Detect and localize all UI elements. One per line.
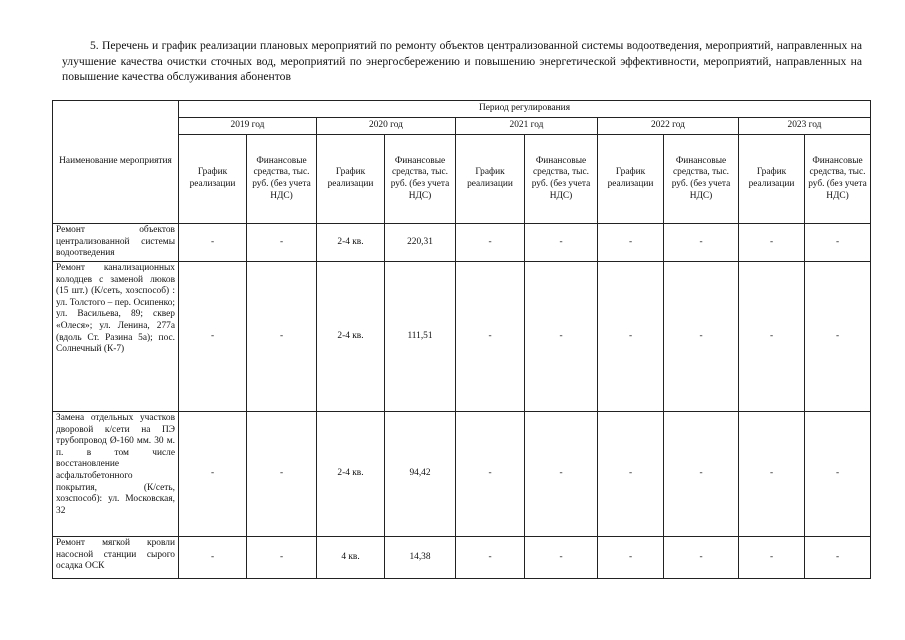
- measure-name: Замена отдельных участков дворовой к/сети на ПЭ трубопровод Ø-160 мм. 30 м. п. в том числе восстановление асфальтобетонного покрытия, (К/сеть, хозспособ): ул. Московская, 32: [53, 412, 179, 537]
- table-cell: -: [525, 412, 598, 537]
- plan-table: [52, 100, 871, 579]
- table-row: [53, 224, 871, 262]
- table-row: [53, 412, 871, 537]
- table-cell: 2-4 кв.: [317, 412, 385, 537]
- table-cell: -: [247, 537, 317, 579]
- table-cell: -: [598, 537, 664, 579]
- schedule-header: График реализации: [179, 135, 247, 224]
- measure-name: Ремонт объектов централизованной системы водоотведения: [53, 224, 179, 262]
- table-cell: -: [739, 537, 805, 579]
- finance-header: Финансовые средства, тыс. руб. (без учета НДС): [385, 135, 456, 224]
- finance-header: Финансовые средства, тыс. руб. (без учета НДС): [525, 135, 598, 224]
- year-header: 2019 год: [179, 118, 317, 135]
- year-header: 2022 год: [598, 118, 739, 135]
- measure-name: Ремонт канализационных колодцев с заменой люков (15 шт.) (К/сеть, хозспособ) : ул. Толстого – пер. Осипенко; ул. Васильева, 89; сквер «Олеся»; ул. Ленина, 277а (вдоль Ст. Разина 5а); пос. Солнечный (К-7): [53, 262, 179, 412]
- table-cell: -: [247, 224, 317, 262]
- year-header: 2023 год: [739, 118, 871, 135]
- table-cell: -: [805, 224, 871, 262]
- table-row: [53, 537, 871, 579]
- table-cell: -: [179, 262, 247, 412]
- table-cell: -: [456, 262, 525, 412]
- section-heading: 5. Перечень и график реализации плановых мероприятий по ремонту объектов централизованной системы водоотведения, мероприятий, направленных на улучшение качества очистки сточных вод, мероприятий по энергосбережению и повышению энергетической эффективности, мероприятий, направленных на повышение качества обслуживания абонентов: [62, 39, 862, 83]
- table-cell: -: [456, 412, 525, 537]
- table-cell: 4 кв.: [317, 537, 385, 579]
- table-cell: -: [247, 262, 317, 412]
- finance-header: Финансовые средства, тыс. руб. (без учета НДС): [664, 135, 739, 224]
- table-cell: -: [739, 262, 805, 412]
- table-cell: -: [456, 224, 525, 262]
- table-row: [53, 262, 871, 412]
- table-cell: -: [456, 537, 525, 579]
- table-cell: -: [805, 412, 871, 537]
- table-cell: -: [598, 412, 664, 537]
- finance-header: Финансовые средства, тыс. руб. (без учета НДС): [805, 135, 871, 224]
- table-cell: 14,38: [385, 537, 456, 579]
- finance-header: Финансовые средства, тыс. руб. (без учета НДС): [247, 135, 317, 224]
- table-cell: 2-4 кв.: [317, 262, 385, 412]
- table-cell: 220,31: [385, 224, 456, 262]
- table-cell: -: [179, 412, 247, 537]
- year-header: 2021 год: [456, 118, 598, 135]
- schedule-header: График реализации: [317, 135, 385, 224]
- table-cell: -: [805, 537, 871, 579]
- schedule-header: График реализации: [456, 135, 525, 224]
- table-cell: -: [525, 537, 598, 579]
- table-cell: -: [525, 262, 598, 412]
- schedule-header: График реализации: [598, 135, 664, 224]
- table-cell: 94,42: [385, 412, 456, 537]
- measure-name: Ремонт мягкой кровли насосной станции сырого осадка ОСК: [53, 537, 179, 579]
- table-cell: -: [247, 412, 317, 537]
- table-cell: -: [598, 262, 664, 412]
- measure-name-header: Наименование мероприятия: [53, 101, 179, 224]
- table-cell: 111,51: [385, 262, 456, 412]
- period-header: Период регулирования: [179, 101, 871, 118]
- year-header: 2020 год: [317, 118, 456, 135]
- table-cell: -: [664, 224, 739, 262]
- table-cell: -: [664, 412, 739, 537]
- table-cell: -: [598, 224, 664, 262]
- table-cell: 2-4 кв.: [317, 224, 385, 262]
- table-cell: -: [179, 537, 247, 579]
- table-cell: -: [739, 412, 805, 537]
- table-cell: -: [664, 537, 739, 579]
- table-cell: -: [805, 262, 871, 412]
- table-cell: -: [739, 224, 805, 262]
- schedule-header: График реализации: [739, 135, 805, 224]
- table-cell: -: [179, 224, 247, 262]
- table-cell: -: [525, 224, 598, 262]
- table-cell: -: [664, 262, 739, 412]
